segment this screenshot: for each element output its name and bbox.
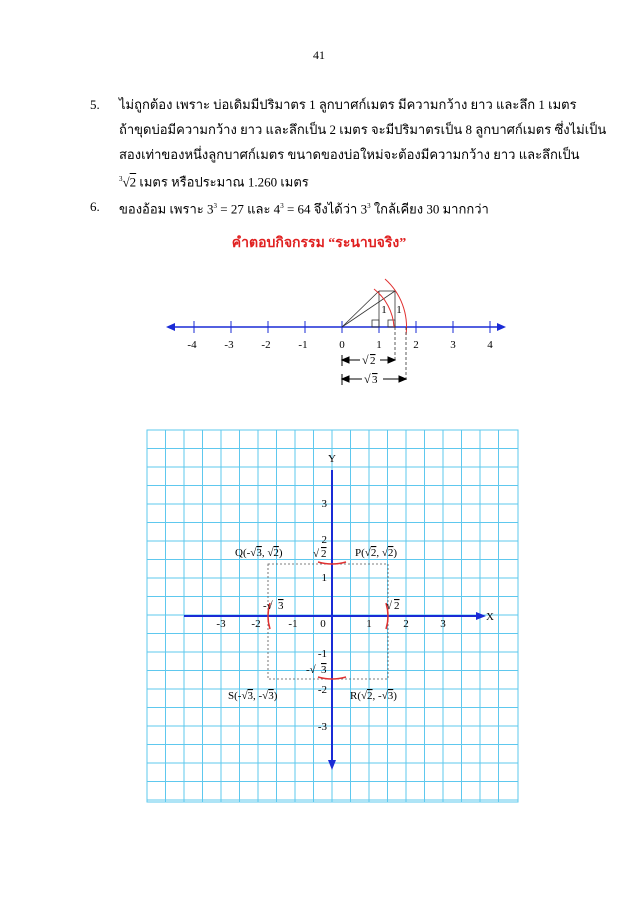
x-tick-label: -3 bbox=[216, 618, 226, 630]
neg-sqrt3-y-label: -√ bbox=[306, 664, 316, 676]
svg-text:Q(-√3, √2): Q(-√3, √2) bbox=[235, 547, 283, 559]
y-tick-label: -3 bbox=[317, 721, 327, 733]
tick-label: -2 bbox=[261, 339, 271, 351]
root-radicand: 2 bbox=[129, 174, 137, 190]
sqrt2-x-label: √ bbox=[386, 600, 393, 612]
y-tick-label: 1 bbox=[321, 572, 327, 584]
tick-label: -3 bbox=[224, 339, 234, 351]
answer-line: สองเท่าของหนึ่งลูกบาศก์เมตร ขนาดของบ่อใหม่จะต้องมีความกว้าง ยาว และลึกเป็น bbox=[119, 147, 580, 162]
page-number: 41 bbox=[313, 48, 325, 62]
tick-label: 4 bbox=[487, 339, 493, 351]
svg-text:P(√2, √2): P(√2, √2) bbox=[355, 547, 398, 559]
answer-text: ของอ้อม เพราะ 3 bbox=[119, 201, 214, 217]
y-tick-label: -2 bbox=[317, 684, 327, 696]
section-title: คำตอบกิจกรรม “ระนาบจริง” bbox=[231, 236, 407, 251]
radical-sign: √ bbox=[122, 174, 130, 190]
tick-label: 2 bbox=[413, 339, 419, 351]
arrow-right-icon bbox=[497, 323, 506, 331]
point-S-label bbox=[228, 690, 278, 702]
root-line-rest: เมตร หรือประมาณ 1.260 เมตร bbox=[136, 174, 309, 190]
x-tick-label: 1 bbox=[366, 618, 372, 630]
answer-number: 5. bbox=[90, 97, 100, 112]
answer-line: ไม่ถูกต้อง เพราะ บ่อเดิมมีปริมาตร 1 ลูกบาศก์เมตร มีความกว้าง ยาว และลึก 1 เมตร bbox=[119, 97, 577, 112]
y-tick-label: 3 bbox=[321, 498, 327, 510]
neg-sqrt3-x-label: -√ bbox=[263, 600, 273, 612]
root-index: 3 bbox=[119, 175, 123, 183]
answer-text: = 64 จึงได้ว่า 3 bbox=[283, 201, 368, 217]
tick-label: 1 bbox=[376, 339, 382, 351]
neg-sqrt3-y-radicand: 3 bbox=[321, 664, 327, 676]
x-tick-label: 2 bbox=[403, 618, 409, 630]
tick-label: -4 bbox=[187, 339, 197, 351]
answer-text: = 27 และ 4 bbox=[217, 201, 281, 217]
answer-text: ใกล้เคียง 30 มากกว่า bbox=[370, 201, 489, 217]
exponent: 3 bbox=[367, 202, 371, 211]
point-R-label bbox=[350, 690, 397, 702]
x-tick-label: 3 bbox=[440, 618, 446, 630]
point-P-label bbox=[355, 547, 397, 559]
y-tick-label: 2 bbox=[321, 534, 327, 546]
exponent: 3 bbox=[280, 202, 284, 211]
construction-lines bbox=[342, 291, 395, 327]
answer-line: ถ้าขุดบ่อมีความกว้าง ยาว และลึกเป็น 2 เมตร จะมีปริมาตรเป็น 8 ลูกบาศก์เมตร ซึ่งไม่เป็น bbox=[119, 122, 607, 137]
tick-label: 3 bbox=[450, 339, 456, 351]
number-line-figure bbox=[166, 279, 506, 386]
x-tick-label: -1 bbox=[288, 618, 298, 630]
neg-sqrt3-x-radicand: 3 bbox=[278, 600, 284, 612]
svg-text:R(√2, -√3): R(√2, -√3) bbox=[350, 690, 397, 702]
unit-label: 1 bbox=[396, 304, 402, 316]
sqrt2-x-radicand: 2 bbox=[394, 600, 400, 612]
x-tick-label: 0 bbox=[320, 618, 326, 630]
sqrt3-radical: √ bbox=[364, 372, 371, 386]
x-axis-label: X bbox=[486, 611, 494, 623]
tick-label: 0 bbox=[339, 339, 345, 351]
sqrt2-radical: √ bbox=[362, 353, 369, 367]
sqrt2-y-label: √ bbox=[313, 548, 320, 560]
sqrt3-radicand: 3 bbox=[372, 374, 378, 386]
coordinate-plane bbox=[147, 430, 518, 802]
sqrt2-radicand: 2 bbox=[370, 355, 376, 367]
x-tick-label: -2 bbox=[251, 618, 261, 630]
y-tick-label: -1 bbox=[317, 648, 327, 660]
y-axis-label: Y bbox=[328, 453, 336, 465]
sqrt2-y-radicand: 2 bbox=[321, 548, 327, 560]
exponent: 3 bbox=[213, 202, 218, 211]
svg-text:S(-√3, -√3): S(-√3, -√3) bbox=[228, 690, 278, 702]
point-Q-label bbox=[235, 547, 283, 559]
unit-label: 1 bbox=[381, 304, 387, 316]
answer-number: 6. bbox=[90, 199, 100, 215]
tick-label: -1 bbox=[298, 339, 308, 351]
arrow-left-icon bbox=[166, 323, 175, 331]
